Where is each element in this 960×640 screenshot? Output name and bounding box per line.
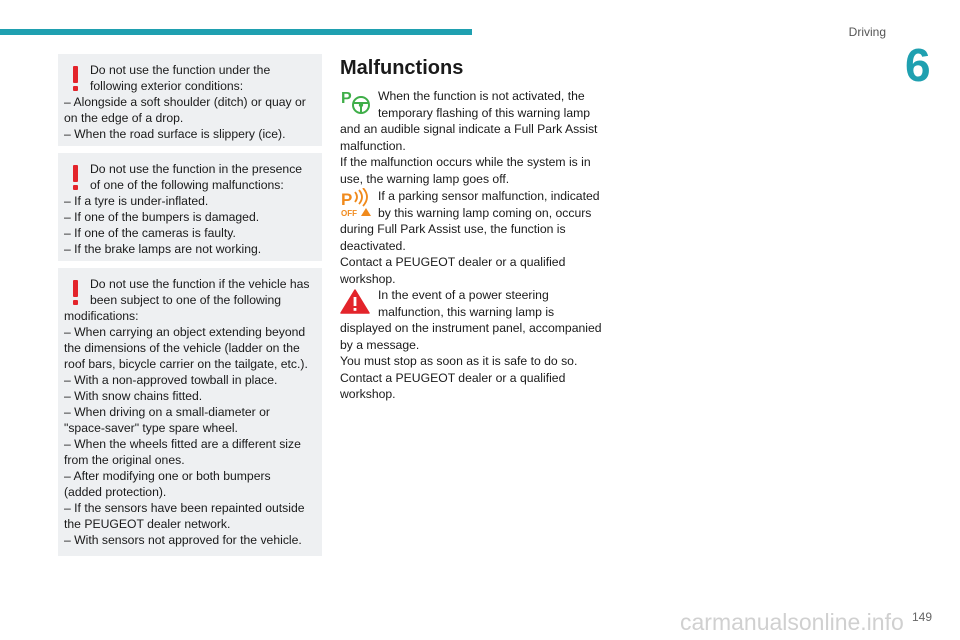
warning-box-exterior-conditions	[58, 54, 322, 146]
malfunction-lead-line: If a parking sensor malfunction, indicated	[378, 189, 600, 203]
malfunction-paragraph	[340, 287, 605, 403]
warning-line: – If the brake lamps are not working.	[64, 242, 262, 256]
warning-line: – If one of the bumpers is damaged.	[64, 210, 260, 224]
malfunction-paragraph	[340, 188, 605, 287]
warning-box-malfunctions	[58, 153, 322, 261]
malfunction-line: You must stop as soon as it is safe to do so.	[340, 354, 578, 368]
warning-line: – With a non-approved towball in place.	[64, 373, 278, 387]
malfunctions-section	[340, 55, 605, 403]
malfunction-line: Contact a PEUGEOT dealer or a qualified	[340, 370, 566, 385]
malfunction-line: use, the warning lamp goes off.	[340, 171, 510, 186]
park-assist-steering-icon	[340, 88, 372, 116]
warning-lead-line: Do not use the function in the presence	[90, 162, 303, 176]
malfunction-lead-line: temporary flashing of this warning lamp	[378, 105, 591, 120]
chapter-number: 6	[905, 39, 931, 91]
malfunction-lead-line: by this warning lamp coming on, occurs	[378, 205, 592, 220]
svg-text:P: P	[341, 190, 353, 209]
warning-lead-line: been subject to one of the following	[90, 293, 282, 307]
malfunction-line: workshop.	[340, 387, 396, 401]
exclamation-icon	[72, 280, 78, 305]
warning-line: – If the sensors have been repainted outside	[64, 501, 305, 515]
warning-line: roof bars, bicycle carrier on the tailgate, etc.).	[64, 357, 308, 371]
watermark: carmanualsonline.info	[680, 609, 904, 635]
warning-line: the PEUGEOT dealer network.	[64, 517, 231, 531]
malfunction-lead-line: malfunction, this warning lamp is	[378, 304, 555, 319]
warning-line: – When the wheels fitted are a different size	[64, 437, 301, 451]
malfunction-line: malfunction.	[340, 138, 406, 153]
warning-lead-line: following exterior conditions:	[90, 79, 244, 93]
malfunction-line: and an audible signal indicate a Full Park Assist	[340, 122, 598, 136]
warning-box-modifications	[58, 268, 322, 556]
header-accent-bar	[0, 29, 472, 35]
malfunction-line: If the malfunction occurs while the system is in	[340, 155, 591, 169]
warning-line: – After modifying one or both bumpers	[64, 469, 271, 483]
exclamation-icon	[72, 66, 78, 91]
warning-line: the dimensions of the vehicle (ladder on the	[64, 341, 300, 355]
malfunction-line: Contact a PEUGEOT dealer or a qualified	[340, 255, 566, 269]
malfunction-lead-line: In the event of a power steering	[378, 288, 549, 302]
malfunction-lead-line: When the function is not activated, the	[378, 89, 585, 103]
malfunction-line: by a message.	[340, 337, 420, 352]
warning-line: "space-saver" type spare wheel.	[64, 421, 238, 435]
warning-line: from the original ones.	[64, 453, 185, 467]
warning-line: – When driving on a small-diameter or	[64, 405, 270, 419]
malfunction-line: displayed on the instrument panel, accompanied	[340, 321, 602, 335]
svg-text:P: P	[341, 90, 352, 107]
parking-sensor-off-label: OFF	[341, 209, 357, 218]
warning-line: – If a tyre is under-inflated.	[64, 194, 209, 208]
warning-lead-line: Do not use the function if the vehicle has	[90, 277, 310, 291]
malfunction-line: workshop.	[340, 271, 396, 286]
warning-line: (added protection).	[64, 485, 167, 499]
malfunction-paragraph	[340, 88, 605, 187]
warning-lead-line: Do not use the function under the	[90, 63, 271, 77]
warning-line: – With sensors not approved for the vehicle.	[64, 533, 302, 547]
malfunction-line: during Full Park Assist use, the function is	[340, 222, 566, 236]
malfunction-line: deactivated.	[340, 238, 406, 253]
warning-line: modifications:	[64, 309, 139, 323]
warning-line: – When carrying an object extending beyond	[64, 325, 306, 339]
section-title: Driving	[848, 25, 886, 39]
warning-lead-line: of one of the following malfunctions:	[90, 178, 284, 192]
warning-line: on the edge of a drop.	[64, 111, 184, 125]
exclamation-icon	[72, 165, 78, 190]
page-number: 149	[912, 610, 933, 624]
warning-line: – If one of the cameras is faulty.	[64, 226, 236, 240]
parking-sensor-off-icon	[340, 188, 374, 218]
warning-triangle-icon	[340, 289, 370, 315]
warning-line: – Alongside a soft shoulder (ditch) or quay or	[64, 95, 306, 109]
malfunctions-heading: Malfunctions	[340, 57, 464, 79]
warning-line: – When the road surface is slippery (ice).	[64, 127, 286, 141]
warning-line: – With snow chains fitted.	[64, 389, 203, 403]
